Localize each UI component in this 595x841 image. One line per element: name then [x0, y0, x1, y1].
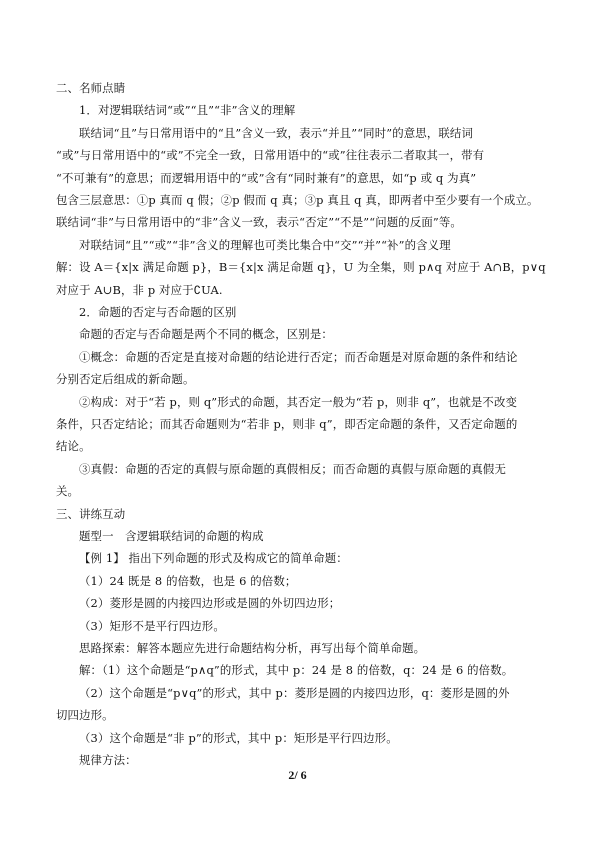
text-line: ①概念：命题的否定是直接对命题的结论进行否定；而否命题是对原命题的条件和结论 [79, 349, 518, 364]
section-heading-3: 三、讲练互动 [56, 506, 126, 521]
text-line: 思路探索：解答本题应先进行命题结构分析，再写出每个简单命题。 [79, 641, 426, 655]
text-line: “或”与日常用语中的“或”不完全一致，日常用语中的“或”往往表示二者取其一，带有 [56, 148, 485, 163]
text-line: 联结词“非”与日常用语中的“非”含义一致，表示“否定”“不是”“问题的反面”等。 [56, 215, 462, 230]
example-item: （1）24 既是 8 的倍数，也是 6 的倍数； [79, 573, 297, 588]
text-line: 解：设 A＝{x|x 满足命题 p}，B＝{x|x 满足命题 q}，U 为全集，则 p∧q 对应于 A∩B，p∨q [56, 260, 546, 275]
page-number: 2/ 6 [288, 768, 307, 782]
text-line: 分别否定后组成的新命题。 [56, 372, 195, 387]
text-line: 命题的否定与否命题是两个不同的概念，区别是： [79, 327, 333, 342]
text-line: 规律方法： [79, 753, 137, 767]
solution-line: （2）这个命题是“p∨q”的形式，其中 p：菱形是圆的内接四边形，q：菱形是圆的外 [79, 685, 510, 700]
text-line: ③真假：命题的否定的真假与原命题的真假相反；而否命题的真假与原命题的真假无 [79, 461, 507, 476]
subsection-heading-1: 1．对逻辑联结词“或”“且”“非”含义的理解 [79, 103, 296, 118]
text-line: 条件，只否定结论；而其否命题则为“若非 p，则非 q”，即否定命题的条件，又否定命题的 [56, 417, 518, 431]
text-line: 结论。 [56, 439, 91, 454]
solution-line: （3）这个命题是“非 p”的形式，其中 p：矩形是平行四边形。 [79, 730, 398, 745]
example-item: （2）菱形是圆的内接四边形或是圆的外切四边形； [79, 596, 341, 611]
problem-type-heading: 题型一 含逻辑联结词的命题的构成 [79, 529, 264, 543]
text-line: 对联结词“且”“或”“非”含义的理解也可类比集合中“交”“并”“补”的含义理 [79, 237, 451, 252]
text-line: 包含三层意思：①p 真而 q 假；②p 假而 q 真；③p 真且 q 真，即两者中至少要有一个成立。 [56, 193, 539, 207]
text-line: ②构成：对于“若 p，则 q”形式的命题，其否定一般为“若 p，则非 q”，也就是不改变 [79, 394, 518, 409]
text-line: “不可兼有”的意思；而逻辑用语中的“或”含有“同时兼有”的意思，如“p 或 q 为真” [56, 170, 477, 185]
section-heading-2: 二、名师点睛 [56, 81, 126, 95]
text-line: 对应于 A∪B，非 p 对应于∁UA. [56, 282, 223, 297]
example-title: 【例 1】 指出下列命题的形式及构成它的简单命题： [79, 551, 348, 566]
solution-line: 切四边形。 [56, 708, 114, 723]
subsection-heading-2: 2．命题的否定与否命题的区别 [79, 305, 237, 319]
solution-line: 解：（1）这个命题是“p∧q”的形式，其中 p：24 是 8 的倍数，q：24 是 6 的倍数。 [79, 663, 514, 678]
text-line: 联结词“且”与日常用语中的“且”含义一致，表示“并且”“同时”的意思，联结词 [79, 125, 474, 140]
example-item: （3）矩形不是平行四边形。 [79, 618, 225, 633]
text-line: 关。 [56, 484, 80, 499]
